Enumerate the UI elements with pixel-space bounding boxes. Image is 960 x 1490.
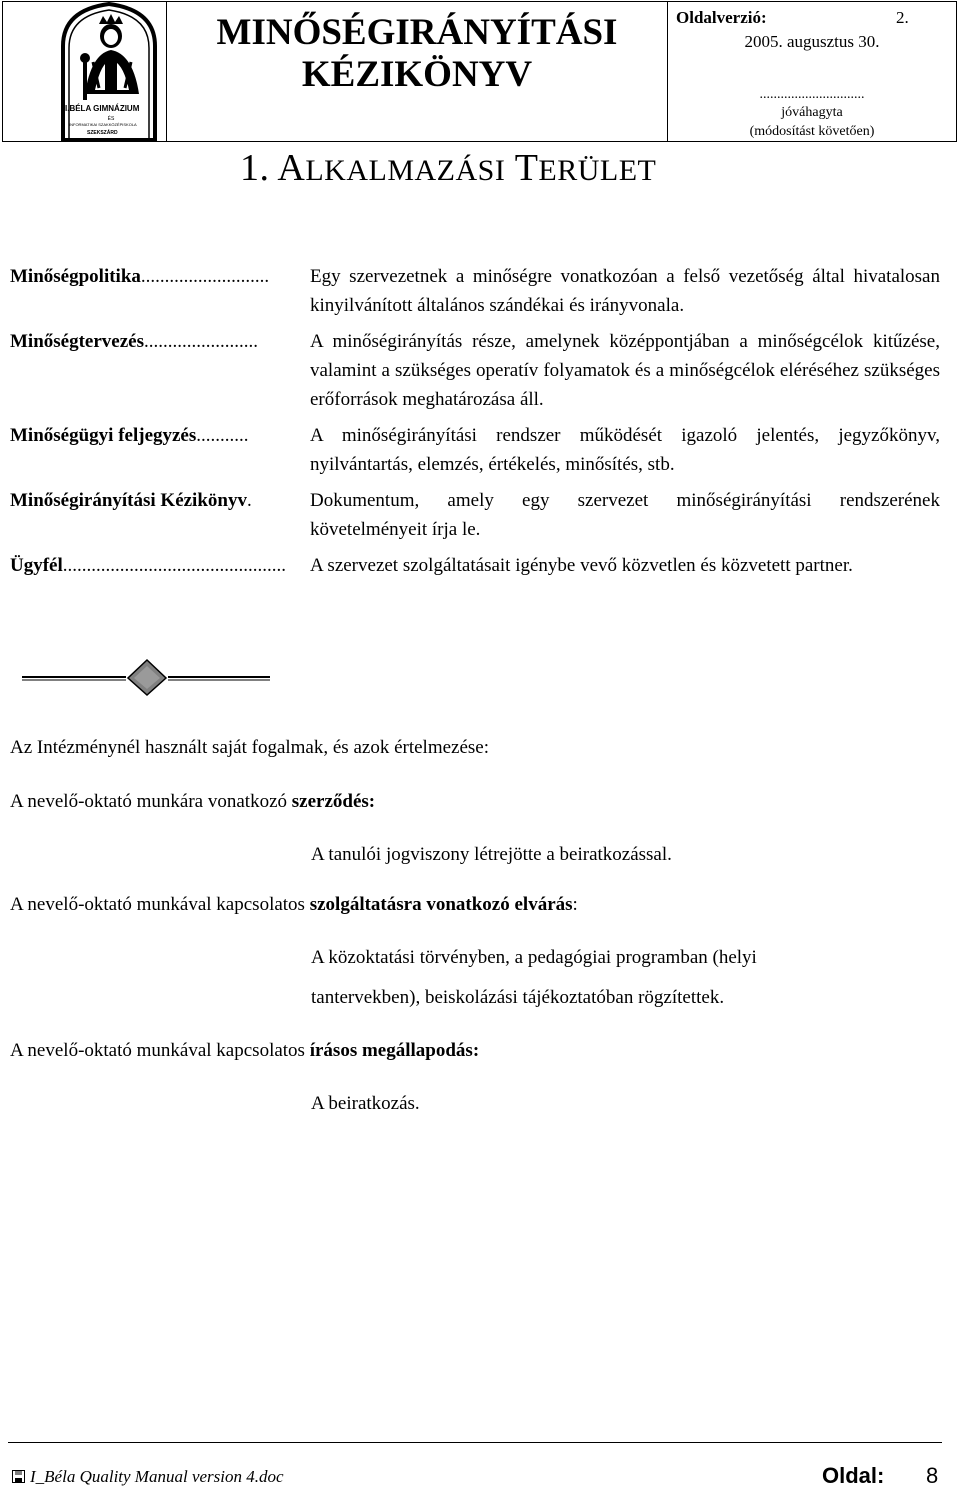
footer-page-label: Oldal: [822,1463,885,1488]
manual-title [167,2,667,141]
modified-note: (módosítást követően) [749,124,875,139]
definition-item [10,486,940,544]
definition-item [10,262,940,320]
ornament-divider-icon [22,658,272,698]
document-header [2,1,957,142]
definition-text: Dokumentum, amely egy szervezet minőségirányítási rendszerének követelményeit írja le. [310,490,940,540]
expectation-text-line1: A közoktatási törvényben, a pedagógiai programban (helyi [311,947,757,968]
logo-subtitle-1: ÉS [107,116,115,122]
definition-term: Minőségpolitika........................... [10,266,270,287]
section-number: 1. [240,147,270,189]
definition-text: A szervezet szolgáltatásait igénybe vevő közvetlen és közvetett partner. [310,555,853,576]
logo-subtitle-2: INFORMATIKAI SZAKKÖZÉPISKOLA [69,122,137,127]
logo-school-name: I.BÉLA GIMNÁZIUM [65,104,140,113]
manual-title-line2: KÉZIKÖNYV [301,53,533,95]
section-title-rest2: ERÜLET [538,154,657,187]
version-value: 2. [896,8,909,27]
definition-item [10,327,940,414]
agreement-text: A beiratkozás. [311,1093,420,1114]
approval-signature-line: .............................. [759,87,865,102]
definition-term: Ügyfél............................................... [10,555,287,576]
definition-text: Egy szervezetnek a minőségre vonatkozóan a felső vezetőség által hivatalosan kinyilvánított általános szándékai és irányvonala. [310,266,940,316]
approved-label: jóváhagyta [781,105,843,120]
version-block [667,2,956,141]
footer-filename: I_Béla Quality Manual version 4.doc [30,1467,284,1486]
agreement-heading: A nevelő-oktató munkával kapcsolatos írásos megállapodás: [10,1040,480,1061]
footer-divider [8,1442,942,1443]
definitions-list [10,262,940,587]
logo-city: SZEKSZÁRD [87,130,118,136]
expectation-text-line2: tantervekben), beiskolázási tájékoztatóban rögzítettek. [311,987,725,1008]
definition-item [10,421,940,479]
version-label: Oldalverzió: [676,8,767,27]
definition-term: Minőségügyi feljegyzés........... [10,425,249,446]
definition-item [10,551,940,580]
version-date: 2005. augusztus 30. [744,32,880,51]
definition-text: A minőségirányítás része, amelynek középpontjában a minőségcélok kitűzése, valamint a szükséges operatív folyamatok és a minőségcélok eléréséhez szükséges erőforrások meghatározása áll. [310,331,940,410]
footer-page-number: 8 [926,1463,939,1488]
section-title-T: T [514,147,539,189]
intro-text: Az Intézménynél használt saját fogalmak, és azok értelmezése: [10,737,489,758]
document-icon [12,1470,25,1483]
section-title-rest1: LKALMAZÁSI [305,154,506,187]
manual-title-line1: MINŐSÉGIRÁNYÍTÁSI [216,11,618,53]
definition-text: A minőségirányítási rendszer működését igazoló jelentés, jegyzőkönyv, nyilvántartás, elemzés, értékelés, minősítés, stb. [310,425,940,475]
contract-heading: A nevelő-oktató munkára vonatkozó szerződés: [10,791,376,812]
definition-term: Minőségirányítási Kézikönyv. [10,490,252,511]
contract-text: A tanulói jogviszony létrejötte a beiratkozással. [311,844,672,865]
section-title [240,146,656,190]
section-title-A: A [277,147,306,189]
definition-term: Minőségtervezés........................ [10,331,258,352]
expectation-heading: A nevelő-oktató munkával kapcsolatos szolgáltatásra vonatkozó elvárás: [10,894,578,915]
logo-cell [3,2,167,141]
